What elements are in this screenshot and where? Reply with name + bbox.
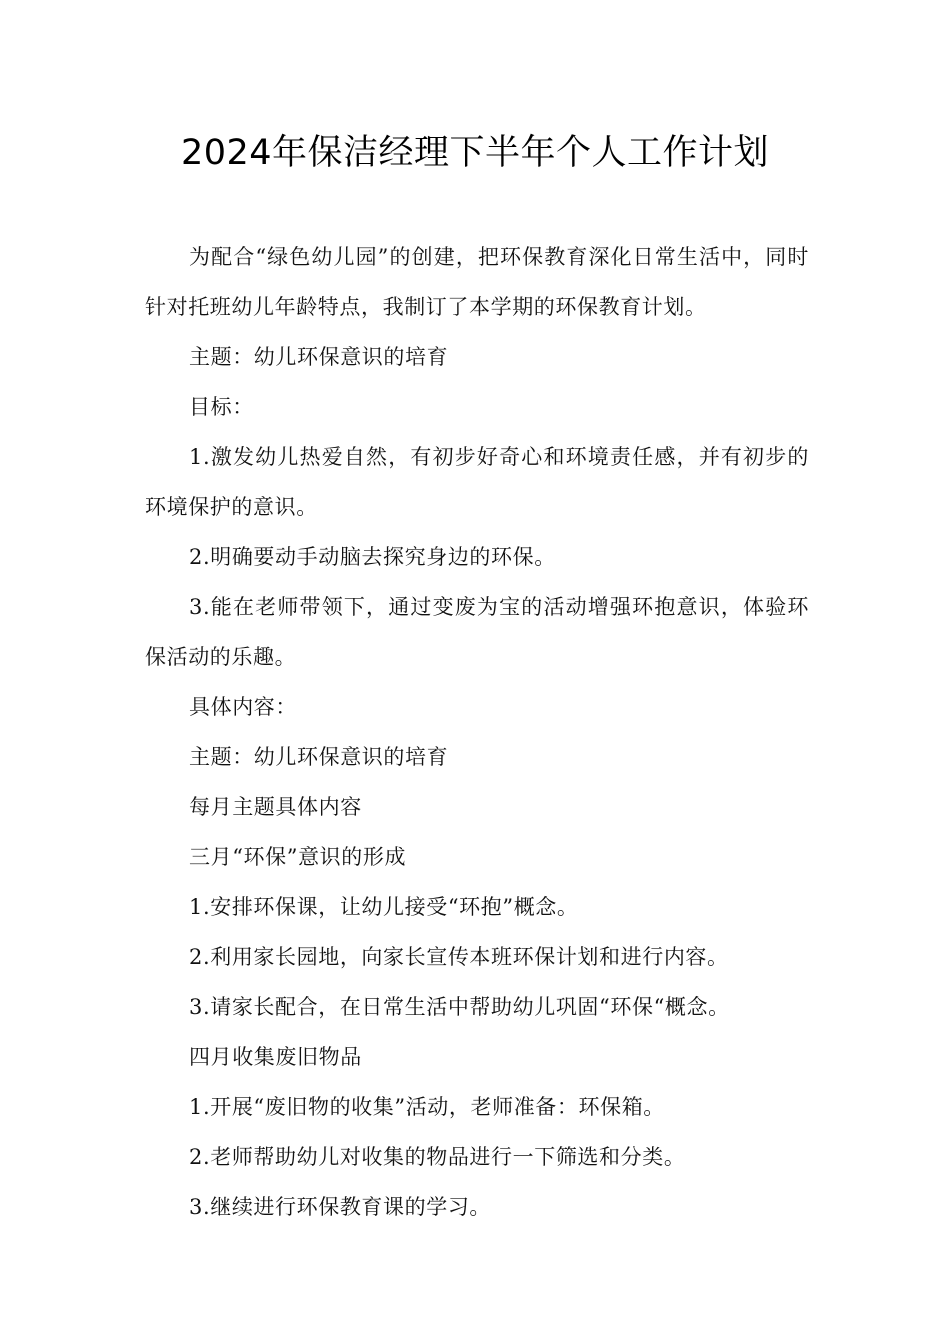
document-body xyxy=(145,232,809,1232)
paragraph-monthly-heading: 每月主题具体内容 xyxy=(189,795,362,819)
document-title: 2024年保洁经理下半年个人工作计划 xyxy=(180,133,770,173)
paragraph-march-item-1: 1.安排环保课，让幼儿接受“环抱”概念。 xyxy=(189,895,579,919)
paragraph-april-item-3: 3.继续进行环保教育课的学习。 xyxy=(189,1195,492,1219)
paragraph-goal-3: 3.能在老师带领下，通过变废为宝的活动增强环抱意识，体验环保活动的乐趣。 xyxy=(145,595,809,669)
paragraph-theme: 主题：幼儿环保意识的培育 xyxy=(189,345,449,369)
paragraph-april-item-1: 1.开展“废旧物的收集”活动，老师准备：环保箱。 xyxy=(189,1095,665,1119)
paragraph-march-heading: 三月“环保”意识的形成 xyxy=(189,845,407,869)
paragraph-goal-2: 2.明确要动手动脑去探究身边的环保。 xyxy=(189,545,556,569)
paragraph-march-item-3: 3.请家长配合，在日常生活中帮助幼儿巩固“环保“概念。 xyxy=(189,995,730,1019)
paragraph-intro: 为配合“绿色幼儿园”的创建，把环保教育深化日常生活中，同时针对托班幼儿年龄特点，我制订了本学期的环保教育计划。 xyxy=(145,245,809,319)
paragraph-april-heading: 四月收集废旧物品 xyxy=(189,1045,362,1069)
paragraph-content-heading: 具体内容： xyxy=(189,695,297,719)
paragraph-goal-1: 1.激发幼儿热爱自然，有初步好奇心和环境责任感，并有初步的环境保护的意识。 xyxy=(145,445,809,519)
paragraph-goals-heading: 目标： xyxy=(189,395,254,419)
paragraph-march-item-2: 2.利用家长园地，向家长宣传本班环保计划和进行内容。 xyxy=(189,945,729,969)
paragraph-april-item-2: 2.老师帮助幼儿对收集的物品进行一下筛选和分类。 xyxy=(189,1145,686,1169)
paragraph-content-theme: 主题：幼儿环保意识的培育 xyxy=(189,745,449,769)
